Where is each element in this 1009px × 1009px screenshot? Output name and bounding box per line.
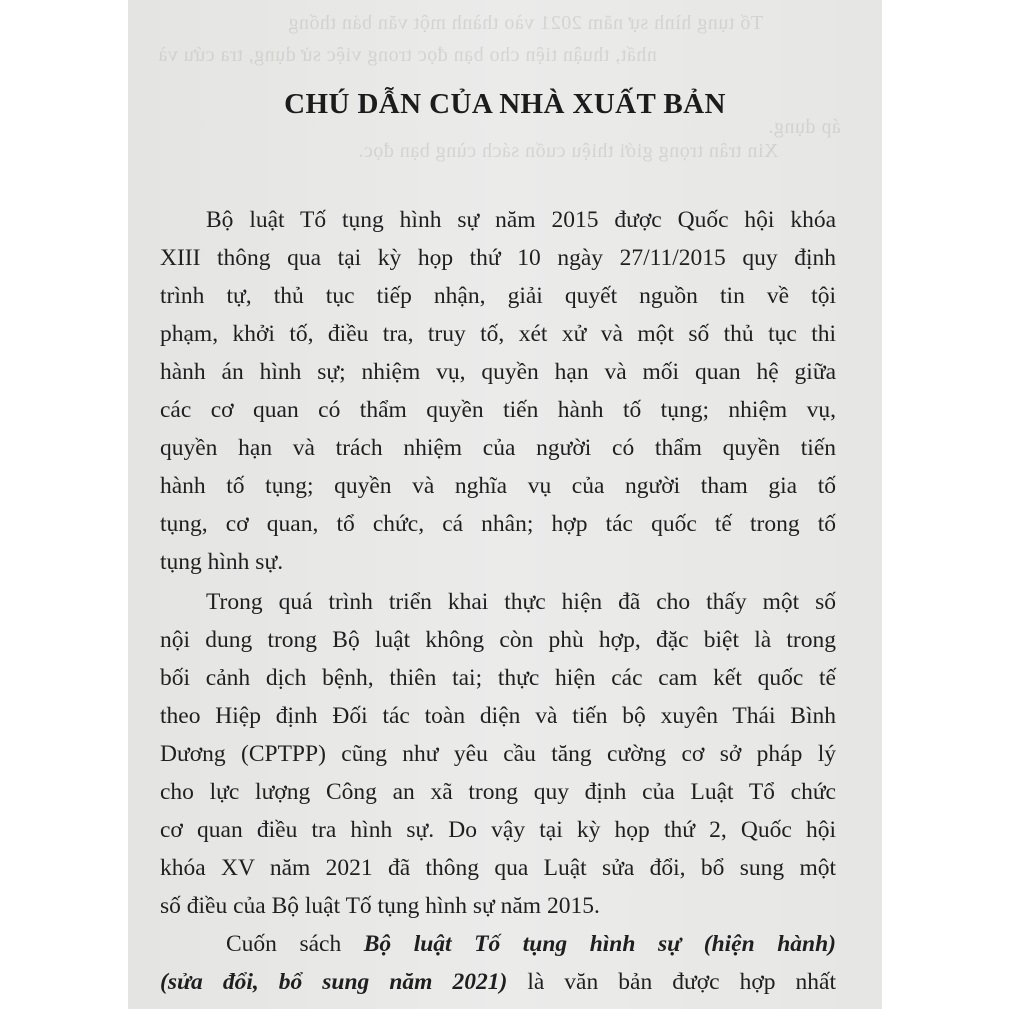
bleed-through-line: Tố tụng hình sự năm 2021 vào thành một văn bản thống xyxy=(288,12,764,34)
text-line xyxy=(226,930,836,958)
book-page xyxy=(128,0,882,1009)
text-line: Dương (CPTPP) cũng như yêu cầu tăng cường cơ sở pháp lý xyxy=(160,741,836,767)
text-line: theo Hiệp định Đối tác toàn diện và tiến bộ xuyên Thái Bình xyxy=(160,703,836,729)
text-line: khóa XV năm 2021 đã thông qua Luật sửa đổi, bổ sung một xyxy=(160,855,836,881)
text-line: tụng, cơ quan, tổ chức, cá nhân; hợp tác quốc tế trong tố xyxy=(160,511,836,537)
text-line xyxy=(160,968,836,996)
text-line: Trong quá trình triển khai thực hiện đã cho thấy một số xyxy=(206,589,836,615)
text-line: XIII thông qua tại kỳ họp thứ 10 ngày 27/11/2015 quy định xyxy=(160,245,836,271)
text-line: Bộ luật Tố tụng hình sự năm 2015 được Quốc hội khóa xyxy=(206,207,836,233)
text-line: bối cảnh dịch bệnh, thiên tai; thực hiện các cam kết quốc tế xyxy=(160,665,836,691)
text-run: Cuốn sách xyxy=(226,931,364,957)
text-line: hành án hình sự; nhiệm vụ, quyền hạn và mối quan hệ giữa xyxy=(160,359,836,385)
text-line: phạm, khởi tố, điều tra, truy tố, xét xử và một số thủ tục thi xyxy=(160,321,836,347)
text-line: quyền hạn và trách nhiệm của người có thẩm quyền tiến xyxy=(160,435,836,461)
bleed-through-line: áp dụng. xyxy=(768,116,841,138)
text-line: hành tố tụng; quyền và nghĩa vụ của người tham gia tố xyxy=(160,473,836,499)
text-line: các cơ quan có thẩm quyền tiến hành tố tụng; nhiệm vụ, xyxy=(160,397,836,423)
text-line: trình tự, thủ tục tiếp nhận, giải quyết nguồn tin về tội xyxy=(160,283,836,309)
text-line: số điều của Bộ luật Tố tụng hình sự năm 2015. xyxy=(160,893,600,919)
text-run: là văn bản được hợp nhất xyxy=(507,969,836,995)
text-line: nội dung trong Bộ luật không còn phù hợp, đặc biệt là trong xyxy=(160,627,836,653)
book-title-emphasis: (sửa đổi, bổ sung năm 2021) xyxy=(160,969,508,995)
book-title-emphasis: Bộ luật Tố tụng hình sự (hiện hành) xyxy=(363,931,836,957)
bleed-through-line: nhất, thuận tiện cho bạn đọc trong việc sử dụng, tra cứu và xyxy=(158,44,657,66)
text-line: cơ quan điều tra hình sự. Do vậy tại kỳ họp thứ 2, Quốc hội xyxy=(160,817,836,843)
text-line: cho lực lượng Công an xã trong quy định của Luật Tổ chức xyxy=(160,779,836,805)
text-line: tụng hình sự. xyxy=(160,549,284,575)
page-title: CHÚ DẪN CỦA NHÀ XUẤT BẢN xyxy=(284,88,726,120)
bleed-through-line: Xin trân trọng giới thiệu cuốn sách cùng bạn đọc. xyxy=(358,140,779,162)
